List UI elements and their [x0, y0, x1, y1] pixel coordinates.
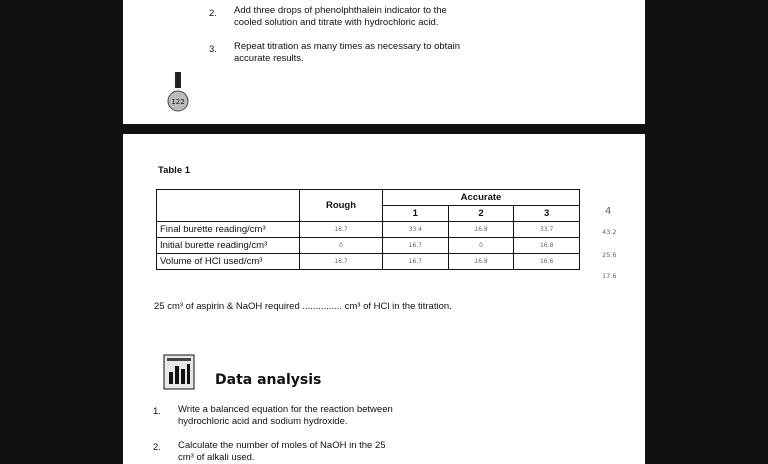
table-row	[157, 254, 580, 270]
header-trial-1: 1	[383, 206, 449, 222]
trial-1-value: 33.4	[383, 222, 449, 238]
question-1-number: 1.	[153, 406, 161, 417]
worksheet-page-bottom	[123, 134, 645, 464]
trial-1-value: 16.7	[383, 254, 449, 270]
step-2-number: 2.	[209, 8, 217, 19]
bar-chart-icon	[163, 354, 195, 390]
header-trial-2: 2	[448, 206, 514, 222]
question-2-number: 2.	[153, 442, 161, 453]
flask-icon	[167, 72, 189, 114]
header-accurate: Accurate	[383, 190, 580, 206]
question-2-text: Calculate the number of moles of NaOH in the 25 cm³ of alkali used.	[178, 440, 386, 463]
step-3-text: Repeat titration as many times as necessary to obtain accurate results.	[234, 41, 461, 64]
rough-value: 16.7	[300, 254, 383, 270]
flask-icon-number: 122	[171, 98, 185, 106]
header-rough: Rough	[300, 190, 383, 222]
result-blank: ...............	[302, 301, 342, 312]
empty-header-cell	[157, 190, 300, 222]
row-label: Final burette reading/cm³	[157, 222, 300, 238]
trial-2-value: 0	[448, 238, 514, 254]
table-row	[157, 222, 580, 238]
side-note-row-3: 17.6	[602, 272, 617, 280]
table-header-row	[157, 190, 580, 206]
step-3-number: 3.	[209, 44, 217, 55]
step-2-text: Add three drops of phenolphthalein indicator to the cooled solution and titrate with hydrochloric acid.	[234, 5, 447, 28]
result-sentence: 25 cm³ of aspirin & NaOH required ............... cm³ of HCl in the titration.	[154, 301, 452, 312]
row-label: Volume of HCl used/cm³	[157, 254, 300, 270]
data-analysis-heading: Data analysis	[215, 372, 322, 388]
trial-3-value: 33.7	[514, 222, 580, 238]
header-trial-3: 3	[514, 206, 580, 222]
trial-2-value: 16.8	[448, 222, 514, 238]
titration-table	[156, 189, 580, 270]
table-caption: Table 1	[158, 165, 191, 176]
worksheet-page-top	[123, 0, 645, 124]
trial-3-value: 16.6	[514, 254, 580, 270]
side-note-header: 4	[605, 206, 612, 217]
rough-value: 16.7	[300, 222, 383, 238]
trial-1-value: 16.7	[383, 238, 449, 254]
side-note-row-1: 43.2	[602, 228, 617, 236]
question-1-text: Write a balanced equation for the reaction between hydrochloric acid and sodium hydroxide.	[178, 404, 393, 427]
side-note-row-2: 25.6	[602, 251, 617, 259]
rough-value: 0	[300, 238, 383, 254]
trial-2-value: 16.8	[448, 254, 514, 270]
trial-3-value: 16.8	[514, 238, 580, 254]
table-row	[157, 238, 580, 254]
row-label: Initial burette reading/cm³	[157, 238, 300, 254]
